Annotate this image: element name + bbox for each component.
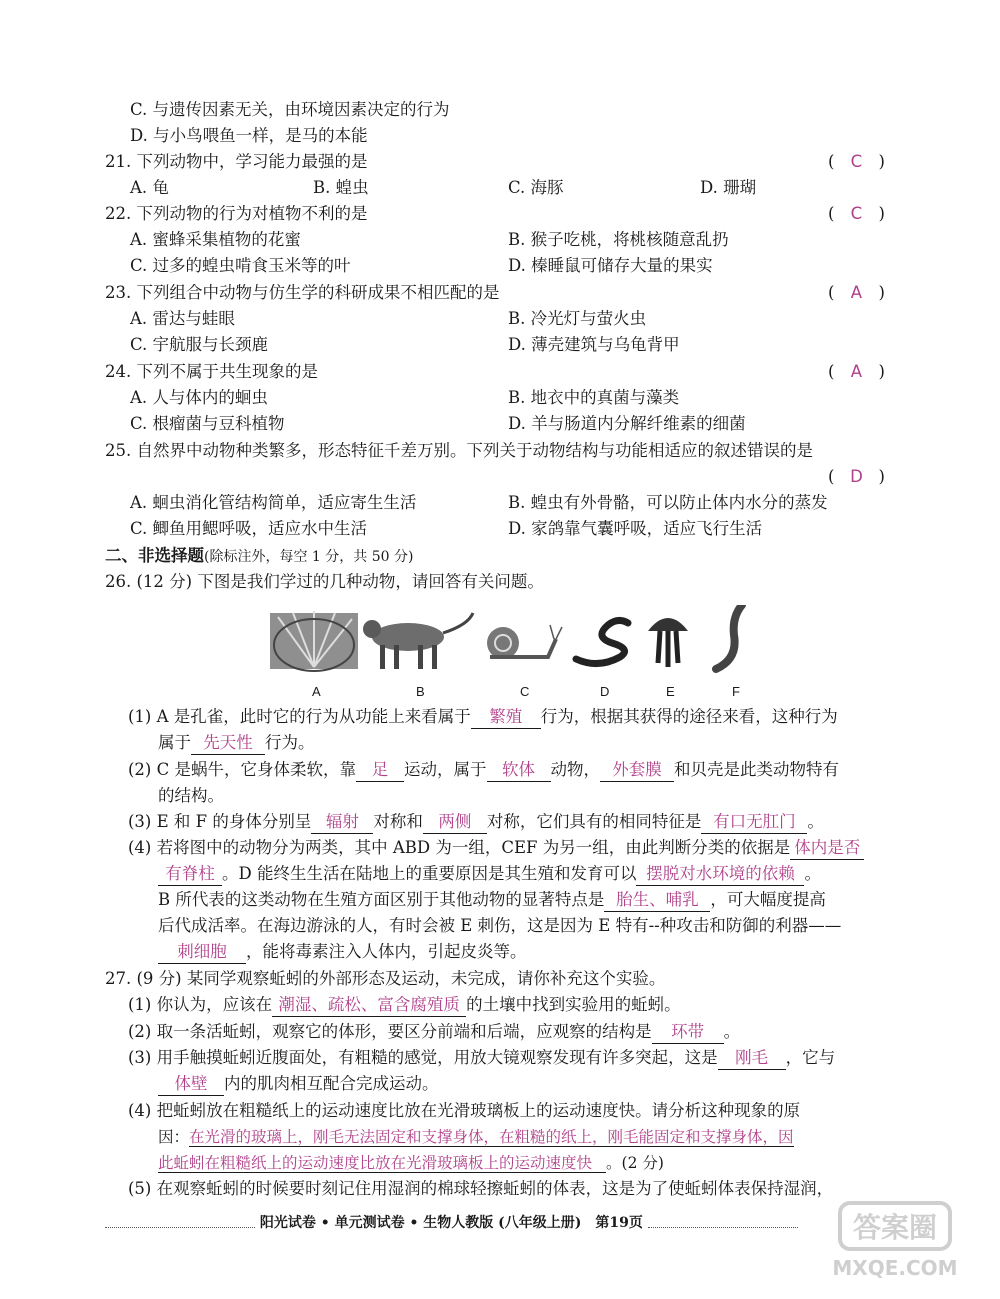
q27-part4-line1: (4) 把蚯蚓放在粗糙纸上的运动速度比放在光滑玻璃板上的运动速度快。请分析这种现象的原 (128, 1101, 801, 1120)
q23-stem: 23. 下列组合中动物与仿生学的科研成果不相匹配的是 (105, 283, 500, 302)
q26-answer-6: 辐射 (311, 811, 373, 834)
section2-title: 二、非选择题 (105, 546, 204, 565)
snail-image (487, 625, 562, 659)
q26-part2-line1 (128, 759, 839, 782)
q26-answer-9a: 体内是否 (790, 837, 864, 860)
q26-answer-9b: 有脊柱 (158, 863, 222, 886)
q26-answer-5: 外套膜 (600, 759, 674, 782)
q26-text: B 所代表的这类动物在生殖方面区别于其他动物的显著特点是 (158, 890, 605, 909)
q26-part4-line4: 后代成活率。在海边游泳的人，有时会被 E 刺伤，这是因为 E 特有--种攻击和防御的利器—— (158, 916, 842, 935)
q22-option: B. 猴子吃桃，将桃核随意乱扔 (508, 230, 729, 249)
q23-answer: A (850, 283, 863, 302)
q26-part4-line2 (158, 863, 821, 886)
q26-text: 行为。 (265, 733, 315, 752)
q24-option: D. 羊与肠道内分解纤维素的细菌 (508, 414, 746, 433)
snake-image (576, 620, 628, 663)
q27-answer-2: 环带 (652, 1021, 724, 1044)
q27-stem: 27. (9 分) 某同学观察蚯蚓的外部形态及运动，未完成，请你补充这个实验。 (105, 969, 666, 988)
q27-answer-4: 体壁 (158, 1073, 224, 1096)
q21-option: A. 龟 (130, 178, 169, 197)
q26-text: 行为，根据其获得的途径来看，这种行为 (540, 707, 838, 726)
q26-answer-11: 胎生、哺乳 (604, 889, 710, 912)
q20-option-c: C. 与遗传因素无关，由环境因素决定的行为 (130, 100, 450, 119)
q27-text: (2) 取一条活蚯蚓，观察它的体形，要区分前端和后端，应观察的结构是 (128, 1022, 652, 1041)
q25-stem: 25. 自然界中动物种类繁多，形态特征千差万别。下列关于动物结构与功能相适应的叙述错误的是 (105, 441, 813, 460)
q27-answer-3: 刚毛 (718, 1047, 786, 1070)
q21-answer: C (850, 152, 863, 171)
q26-text: 对称，它们具有的相同特征是 (486, 812, 702, 831)
q23-answer-paren: ( A ) (828, 283, 885, 302)
q25-answer: D (850, 467, 863, 486)
q26-text: (3) E 和 F 的身体分别呈 (128, 812, 312, 831)
q27-answer-1: 潮湿、疏松、富含腐殖质 (272, 994, 466, 1017)
section2-heading (105, 545, 413, 568)
q27-part4-line2 (158, 1126, 794, 1148)
svg-text:MXQE.COM: MXQE.COM (832, 1256, 958, 1280)
q27-text: 。(2 分) (606, 1154, 664, 1172)
q27-part2 (128, 1021, 740, 1044)
q26-text: 。D 能终生生活在陆地上的重要原因是其生殖和发育可以 (222, 864, 637, 883)
leopard-image (363, 613, 473, 669)
q23-option: C. 宇航服与长颈鹿 (130, 335, 269, 354)
svg-text:答案圈: 答案圈 (852, 1211, 938, 1244)
q27-text: 。 (723, 1022, 741, 1041)
watermark-logo (820, 1195, 970, 1289)
section2-note: (除标注外，每空 1 分，共 50 分) (204, 549, 414, 565)
q26-text: 。 (807, 812, 824, 831)
q24-option: A. 人与体内的蛔虫 (130, 388, 268, 407)
q23-option: D. 薄壳建筑与乌龟背甲 (508, 335, 680, 354)
animal-figure (268, 605, 768, 675)
q26-part3 (128, 811, 824, 834)
q27-part3-line2 (158, 1073, 439, 1096)
q26-text: 对称和 (373, 812, 423, 831)
q20-option-d: D. 与小鸟喂鱼一样，是马的本能 (130, 126, 368, 145)
footer-dots-right (648, 1218, 798, 1228)
q22-option: A. 蜜蜂采集植物的花蜜 (130, 230, 301, 249)
q22-answer: C (850, 204, 863, 223)
q26-answer-2: 先天性 (191, 732, 265, 755)
q27-part1 (128, 994, 681, 1017)
q26-part1-line1 (128, 706, 838, 729)
q26-answer-1: 繁殖 (471, 706, 541, 729)
q27-text: 内的肌肉相互配合完成运动。 (224, 1074, 439, 1093)
q26-answer-12: 刺细胞 (158, 941, 246, 964)
q21-option: C. 海豚 (508, 178, 564, 197)
q22-option: C. 过多的蝗虫啃食玉米等的叶 (130, 256, 351, 275)
q26-answer-4: 软体 (487, 759, 551, 782)
animal-label-f: F (732, 684, 740, 699)
q26-text: 和贝壳是此类动物特有 (674, 760, 839, 779)
q26-text: 属于 (158, 733, 191, 752)
q21-answer-paren: ( C ) (828, 152, 885, 171)
q26-part2-line2: 的结构。 (158, 786, 224, 805)
q25-option: B. 蝗虫有外骨骼，可以防止体内水分的蒸发 (508, 493, 828, 512)
q25-option: C. 鲫鱼用鳃呼吸，适应水中生活 (130, 519, 368, 538)
q24-option: C. 根瘤菌与豆科植物 (130, 414, 285, 433)
q26-part1-line2 (158, 732, 315, 755)
q21-stem: 21. 下列动物中，学习能力最强的是 (105, 152, 368, 171)
q22-option: D. 榛睡鼠可储存大量的果实 (508, 256, 713, 275)
q26-text: ，可大幅度提高 (710, 890, 826, 909)
q26-text: 动物， (550, 760, 600, 779)
q23-option: A. 雷达与蛙眼 (130, 309, 235, 328)
q27-text: (3) 用手触摸蚯蚓近腹面处，有粗糙的感觉，用放大镜观察发现有许多突起，这是 (128, 1048, 718, 1067)
q27-answer-5a: 在光滑的玻璃上，刚毛无法固定和支撑身体，在粗糙的纸上，刚毛能固定和支撑身体，因 (189, 1128, 794, 1146)
q25-answer-paren: ( D ) (828, 467, 885, 486)
q26-text: 运动，属于 (404, 760, 487, 779)
q26-part4-line3 (158, 889, 826, 912)
q26-answer-8: 有口无肛门 (701, 811, 807, 834)
footer-dots-left (105, 1218, 255, 1228)
q26-stem: 26. (12 分) 下图是我们学过的几种动物，请回答有关问题。 (105, 572, 544, 591)
q27-part3-line1 (128, 1047, 835, 1070)
q26-part4-line1 (128, 837, 864, 860)
q26-part4-line5 (158, 941, 527, 964)
q27-text: (1) 你认为，应该在 (128, 995, 273, 1014)
q26-text: (4) 若将图中的动物分为两类，其中 ABD 为一组，CEF 为另一组，由此判断分类的依据是 (128, 838, 791, 857)
q26-text: (1) A 是孔雀，此时它的行为从功能上来看属于 (128, 707, 471, 726)
q26-answer-10: 摆脱对水环境的依赖 (636, 863, 804, 886)
q27-answer-5b: 此蚯蚓在粗糙纸上的运动速度比放在光滑玻璃板上的运动速度快 (158, 1154, 606, 1173)
animal-label-b: B (416, 684, 425, 699)
q25-option: A. 蛔虫消化管结构简单，适应寄生生活 (130, 493, 417, 512)
q26-text: ，能将毒素注入人体内，引起皮炎等。 (246, 942, 527, 961)
q24-answer: A (850, 362, 863, 381)
watermark-image (820, 1195, 970, 1285)
q27-text: 因： (158, 1128, 190, 1146)
q26-text: (2) C 是蜗牛，它身体柔软，靠 (128, 760, 356, 779)
animal-label-d: D (600, 684, 610, 699)
animal-label-e: E (666, 684, 675, 699)
q24-stem: 24. 下列不属于共生现象的是 (105, 362, 318, 381)
q21-option: D. 珊瑚 (700, 178, 757, 197)
q26-text: 。 (804, 864, 821, 883)
q27-text: ，它与 (785, 1048, 836, 1067)
q21-option: B. 蝗虫 (313, 178, 369, 197)
animal-label-c: C (520, 684, 530, 699)
q27-text: 的土壤中找到实验用的蚯蚓。 (466, 995, 681, 1014)
q27-part4-line3 (158, 1152, 664, 1174)
animal-label-a: A (312, 684, 321, 699)
q22-stem: 22. 下列动物的行为对植物不利的是 (105, 204, 368, 223)
jellyfish-image (648, 618, 688, 667)
q26-answer-7: 两侧 (423, 811, 487, 834)
q27-part5: (5) 在观察蚯蚓的时候要时刻记住用湿润的棉球轻擦蚯蚓的体表，这是为了使蚯蚓体表保持湿润， (128, 1179, 834, 1198)
q25-option: D. 家鸽靠气囊呼吸，适应飞行生活 (508, 519, 763, 538)
peacock-image (270, 611, 358, 671)
q22-answer-paren: ( C ) (828, 204, 885, 223)
q24-option: B. 地衣中的真菌与藻类 (508, 388, 680, 407)
q26-answer-3: 足 (356, 759, 404, 782)
q23-option: B. 冷光灯与萤火虫 (508, 309, 647, 328)
flatworm-image (716, 605, 742, 669)
page-footer (105, 1212, 905, 1232)
q24-answer-paren: ( A ) (828, 362, 885, 381)
footer-text: 阳光试卷 • 单元测试卷 • 生物人教版 (八年级上册) 第19页 (259, 1215, 643, 1231)
